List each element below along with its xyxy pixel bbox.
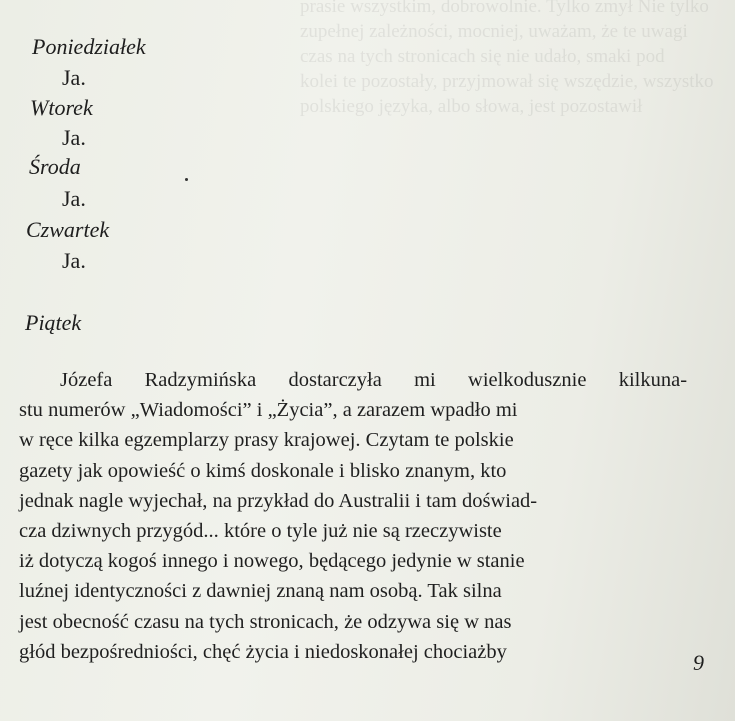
bleed-line: czas na tych stronicach się nie udało, smaki pod (300, 46, 665, 67)
paragraph-line: iż dotyczą kogoś innego i nowego, będącego jedynie w stanie (19, 550, 525, 573)
paragraph-line: głód bezpośredniości, chęć życia i niedoskonałej chociażby (19, 640, 507, 663)
bleed-line: prasie wszystkim, dobrowolnie. Tylko zmył Nie tylko (300, 0, 709, 17)
day-heading-friday: Piątek (25, 310, 82, 335)
bleed-line: zupełnej zależności, mocniej, uważam, że te uwagi (300, 21, 688, 42)
bleed-line: kolei te pozostały, przyjmował się wszędzie, wszystko (300, 71, 714, 92)
day-entry-tuesday: Ja. (62, 125, 86, 150)
paragraph-line: jest obecność czasu na tych stronicach, że odzywa się w nas (19, 610, 512, 633)
paragraph-line: gazety jak opowieść o kimś doskonale i blisko znanym, kto (19, 459, 507, 482)
main-paragraph (19, 365, 687, 667)
day-entry-monday: Ja. (62, 65, 86, 90)
day-heading-thursday: Czwartek (26, 217, 110, 242)
paragraph-line: luźnej identyczności z dawniej znaną nam osobą. Tak silna (19, 580, 502, 603)
bleed-through-text (300, 0, 735, 119)
day-entry-thursday: Ja. (62, 248, 86, 273)
day-entry-wednesday: Ja. (62, 186, 86, 211)
paragraph-line: cza dziwnych przygód... które o tyle już nie są rzeczywiste (19, 520, 502, 543)
paragraph-line: stu numerów „Wiadomości” i „Życia”, a zarazem wpadło mi (19, 399, 518, 422)
day-heading-monday: Poniedziałek (32, 34, 146, 59)
paragraph-line: jednak nagle wyjechał, na przykład do Australii i tam doświad- (19, 489, 538, 512)
day-heading-tuesday: Wtorek (30, 95, 93, 120)
page-number: 9 (693, 650, 704, 675)
paragraph-line: w ręce kilka egzemplarzy prasy krajowej. Czytam te polskie (19, 429, 514, 452)
day-heading-wednesday: Środa (29, 154, 81, 179)
bleed-line: polskiego języka, albo słowa, jest pozostawił (300, 96, 643, 117)
paragraph-line: Józefa Radzymińska dostarczyła mi wielkodusznie kilkuna- (60, 369, 688, 391)
speck-mark (185, 178, 188, 181)
